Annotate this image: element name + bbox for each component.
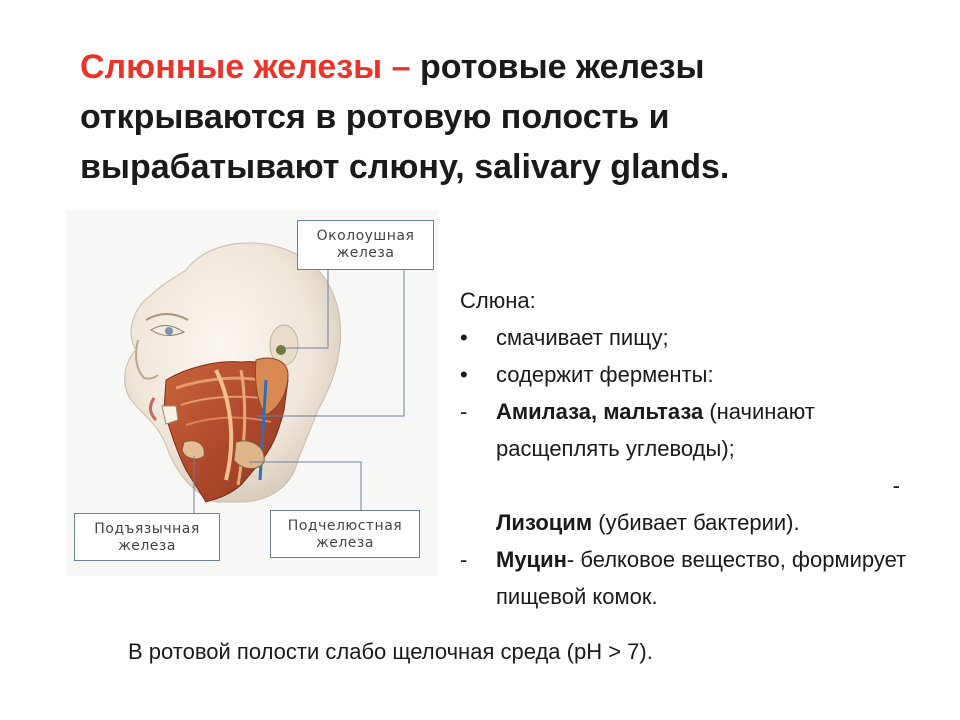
- saliva-functions-list: [460, 282, 930, 615]
- salivary-glands-illustration: [66, 210, 438, 576]
- sublingual-gland-label: [74, 513, 220, 561]
- sublingual-label-line1: Подъязычная: [94, 521, 200, 537]
- list-item: [460, 356, 930, 393]
- saliva-heading: Слюна:: [460, 288, 536, 313]
- footer-note: В ротовой полости слабо щелочная среда (pH > 7).: [128, 639, 653, 664]
- list-item-text: смачивает пищу;: [496, 325, 669, 350]
- list-item-text: - белковое вещество, формирует пищевой комок.: [496, 547, 907, 609]
- list-item: [460, 393, 930, 467]
- protein-name: Муцин: [496, 547, 567, 572]
- bullet-marker: •: [460, 362, 468, 387]
- bullet-marker: •: [460, 325, 468, 350]
- list-item: [460, 319, 930, 356]
- dash-marker-right: -: [892, 473, 900, 498]
- parotid-label-line1: Околоушная: [316, 228, 415, 244]
- list-item-text: содержит ферменты:: [496, 362, 714, 387]
- ear-canal: [276, 345, 286, 355]
- submandibular-label-line1: Подчелюстная: [287, 518, 403, 534]
- dash-marker: -: [460, 399, 468, 424]
- enzyme-name: Амилаза, мальтаза: [496, 399, 704, 424]
- list-item: [460, 541, 930, 615]
- parotid-gland-label: [297, 220, 434, 270]
- enzyme-name: Лизоцим: [496, 510, 593, 535]
- sublingual-label-line2: железа: [118, 538, 176, 554]
- list-item-text: (начинают расщеплять углеводы);: [496, 399, 815, 461]
- submandibular-label-line2: железа: [316, 535, 374, 551]
- parotid-label-line2: железа: [336, 245, 395, 261]
- slide-title: [80, 42, 900, 192]
- title-highlight: Слюнные железы –: [80, 48, 411, 86]
- list-item: [460, 504, 930, 541]
- dash-marker: -: [460, 547, 468, 572]
- title-text: ротовые железы открываются в ротовую полость и вырабатывают слюну, salivary glands.: [80, 48, 730, 186]
- list-item-text: (убивает бактерии).: [592, 510, 800, 535]
- submandibular-gland-label: [270, 510, 420, 558]
